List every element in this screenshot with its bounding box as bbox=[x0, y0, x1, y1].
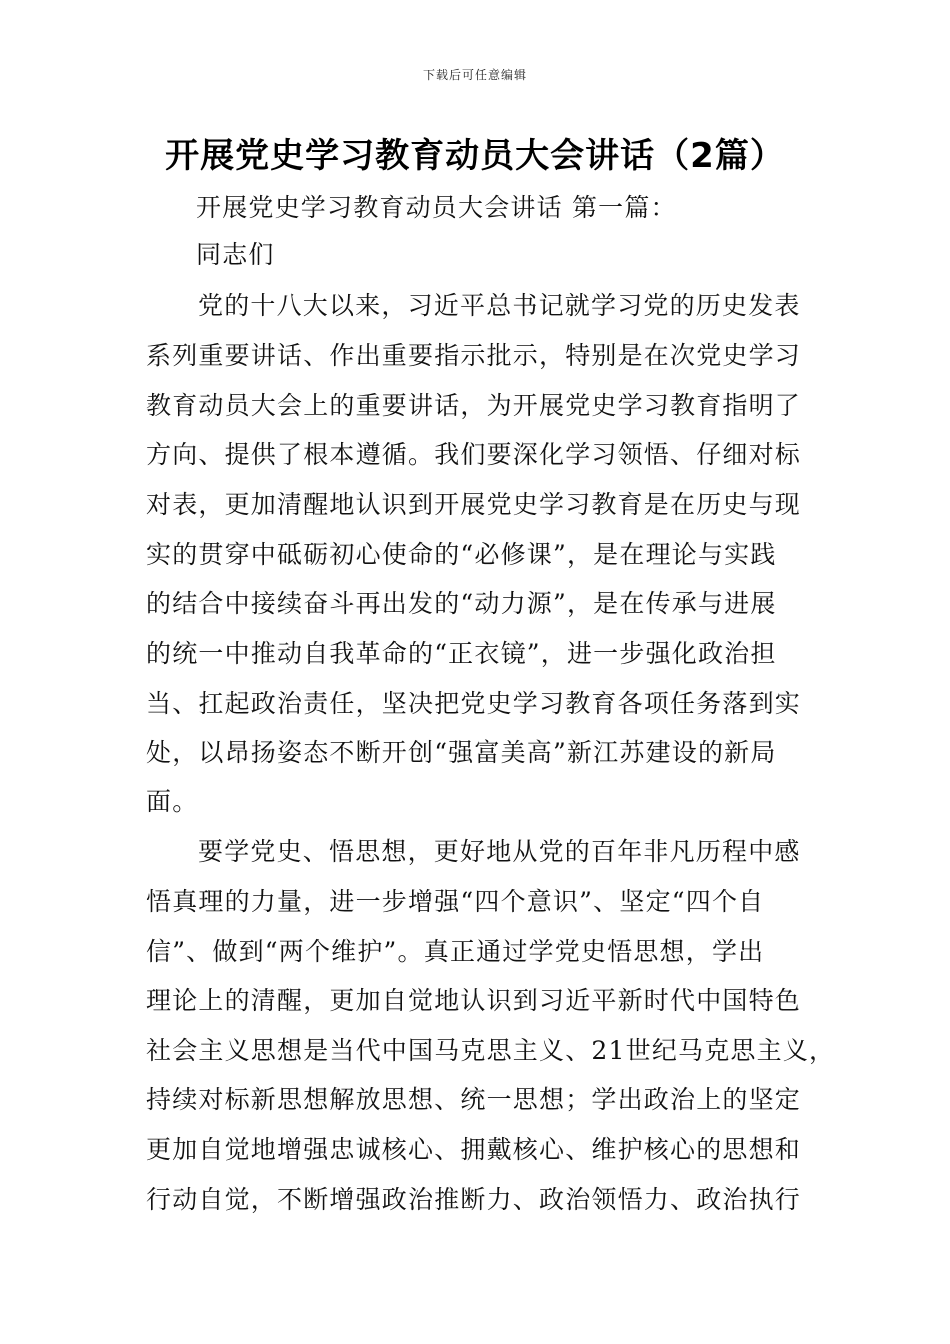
paragraph-2-line: 理论上的清醒，更加自觉地认识到习近平新时代中国特色 bbox=[146, 986, 802, 1015]
paragraph-2-line: 持续对标新思想解放思想、统一思想；学出政治上的坚定 bbox=[146, 1085, 802, 1114]
paragraph-1-line: 实的贯穿中砥砺初心使命的“必修课”，是在理论与实践 bbox=[146, 540, 777, 569]
paragraph-1-line: 面。 bbox=[146, 787, 199, 816]
paragraph-2-line: 社会主义思想是当代中国马克思主义、21世纪马克思主义， bbox=[146, 1036, 836, 1065]
document-subtitle: 开展党史学习教育动员大会讲话 第一篇： bbox=[196, 193, 677, 222]
paragraph-2-line: 行动自觉，不断增强政治推断力、政治领悟力、政治执行 bbox=[146, 1185, 802, 1214]
paragraph-1-line: 对表，更加清醒地认识到开展党史学习教育是在历史与现 bbox=[146, 490, 802, 519]
paragraph-2-line: 要学党史、悟思想，更好地从党的百年非凡历程中感 bbox=[198, 837, 801, 866]
paragraph-2-line: 更加自觉地增强忠诚核心、拥戴核心、维护核心的思想和 bbox=[146, 1135, 802, 1164]
paragraph-1-line: 的结合中接续奋斗再出发的“动力源”，是在传承与进展 bbox=[146, 589, 777, 618]
paragraph-2-line: 悟真理的力量，进一步增强“四个意识”、坚定“四个自 bbox=[146, 887, 765, 916]
paragraph-1-line: 方向、提供了根本遵循。我们要深化学习领悟、仔细对标 bbox=[146, 440, 802, 469]
header-note: 下载后可任意编辑 bbox=[422, 68, 527, 82]
paragraph-1-line: 系列重要讲话、作出重要指示批示，特别是在次党史学习 bbox=[146, 341, 802, 370]
paragraph-1-line: 教育动员大会上的重要讲话，为开展党史学习教育指明了 bbox=[146, 391, 802, 420]
paragraph-1-line: 处，以昂扬姿态不断开创“强富美高”新江苏建设的新局 bbox=[146, 738, 777, 767]
paragraph-2-line: 信”、做到“两个维护”。真正通过学党史悟思想，学出 bbox=[146, 937, 765, 966]
salutation: 同志们 bbox=[196, 240, 275, 269]
paragraph-1-line: 当、扛起政治责任，坚决把党史学习教育各项任务落到实 bbox=[146, 689, 802, 718]
paragraph-1-line: 的统一中推动自我革命的“正衣镜”，进一步强化政治担 bbox=[146, 639, 777, 668]
document-title: 开展党史学习教育动员大会讲话（2篇） bbox=[165, 136, 785, 176]
paragraph-1-line: 党的十八大以来，习近平总书记就学习党的历史发表 bbox=[198, 291, 801, 320]
